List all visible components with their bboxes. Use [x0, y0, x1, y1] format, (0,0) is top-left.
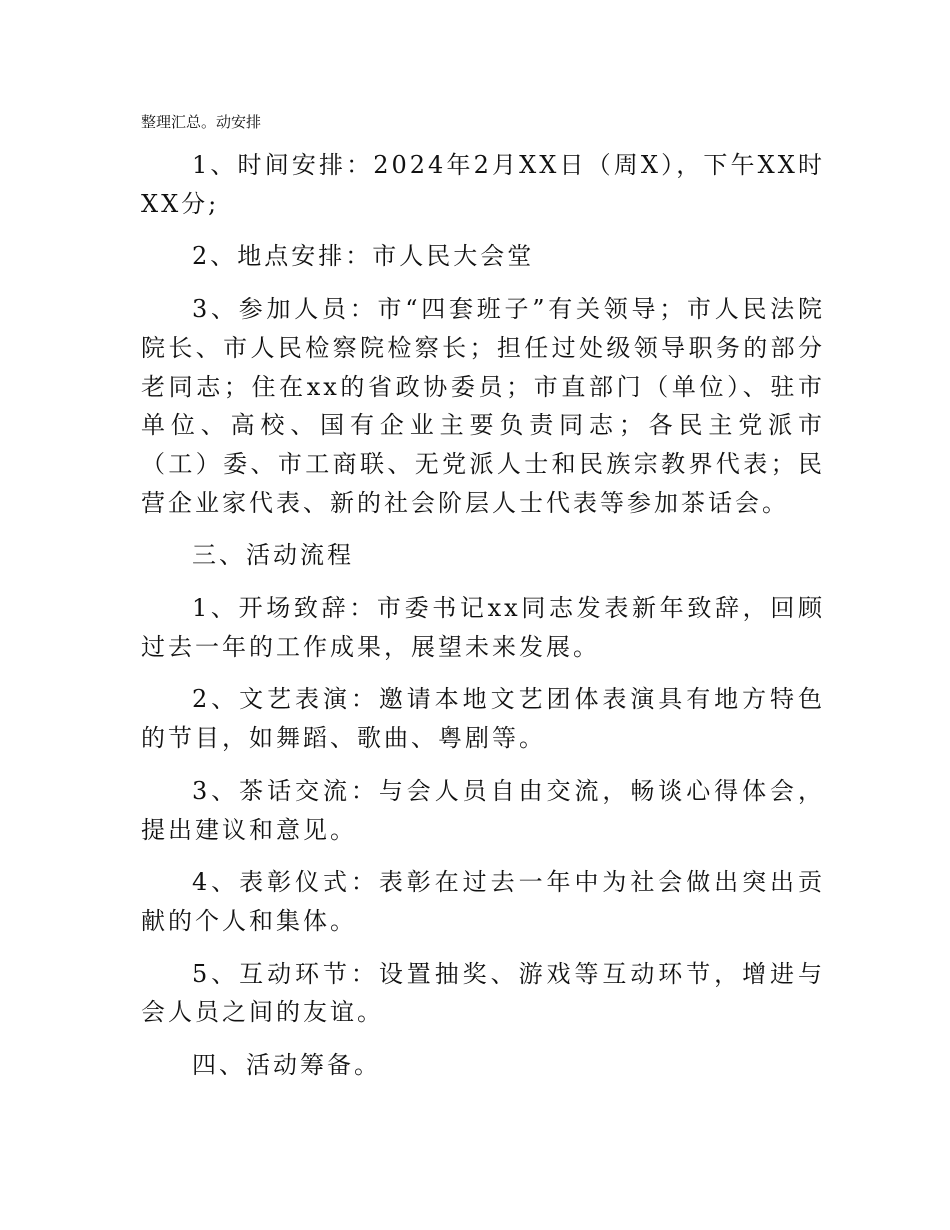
paragraph-commendation: 4、表彰仪式：表彰在过去一年中为社会做出突出贡献的个人和集体。 — [141, 868, 825, 935]
paragraph-tea-exchange: 3、茶话交流：与会人员自由交流，畅谈心得体会，提出建议和意见。 — [141, 776, 825, 844]
paragraph-time: 1、时间安排：2024年2月XX日（周X），下午XX时XX分; — [141, 151, 825, 218]
paragraph-location: 2、地点安排：市人民大会堂 — [192, 242, 535, 271]
document-body — [141, 146, 825, 1099]
paragraph-performance: 2、文艺表演：邀请本地文艺团体表演具有地方特色的节目，如舞蹈、歌曲、粤剧等。 — [141, 685, 825, 753]
section-heading-preparation: 四、活动筹备。 — [192, 1051, 381, 1080]
paragraph-interaction: 5、互动环节：设置抽奖、游戏等互动环节，增进与会人员之间的友谊。 — [141, 959, 825, 1027]
header-note: 整理汇总。动安排 — [141, 113, 262, 131]
paragraph-attendees: 3、参加人员：市“四套班子”有关领导；市人民法院院长、市人民检察院检察长；担任过处级领导职务的部分老同志；住在xx的省政协委员；市直部门（单位）、驻市单位、高校、国有企业主要负责同志；各民主党派市（工）委、市工商联、无党派人士和民族宗教界代表；民营企业家代表、新的社会阶层人士代表等参加茶话会。 — [141, 295, 825, 517]
paragraph-opening-speech: 1、开场致辞：市委书记xx同志发表新年致辞，回顾过去一年的工作成果，展望未来发展。 — [141, 594, 825, 661]
section-heading-process: 三、活动流程 — [192, 541, 354, 570]
